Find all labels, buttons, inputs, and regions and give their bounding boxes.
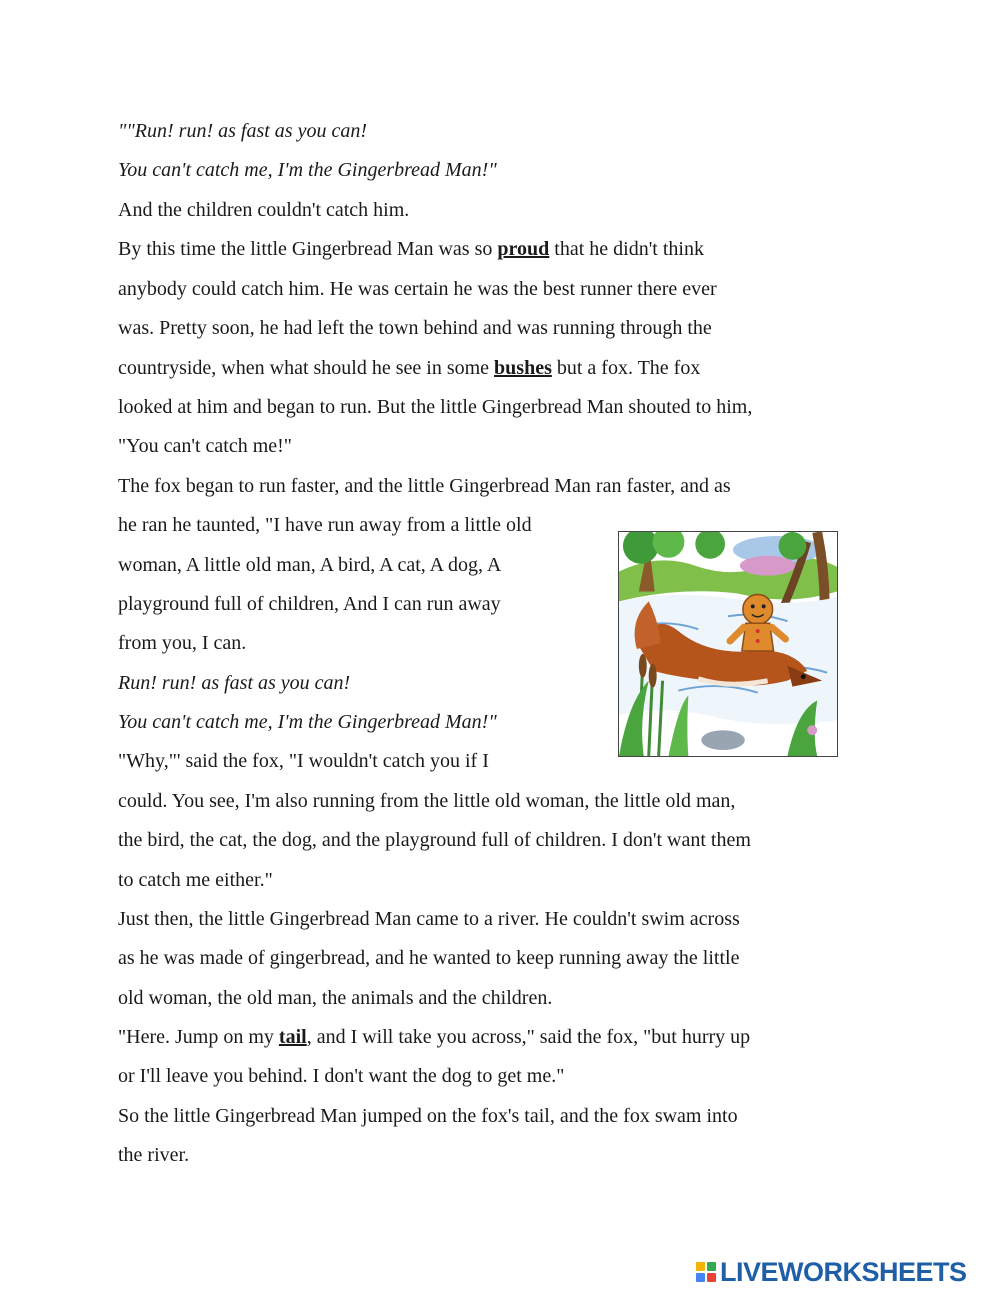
logo-square xyxy=(696,1273,705,1282)
story-line: "You can't catch me!" xyxy=(118,435,292,457)
story-line: "Why,"' said the fox, "I wouldn't catch you if I xyxy=(118,750,489,772)
story-line: You can't catch me, I'm the Gingerbread Man!" xyxy=(118,159,497,181)
logo-square xyxy=(696,1262,705,1271)
story-line: the river. xyxy=(118,1144,190,1166)
vocab-word-proud: proud xyxy=(497,238,550,260)
logo-squares-icon xyxy=(696,1262,716,1282)
story-line: By this time the little Gingerbread Man was so proud that he didn't think xyxy=(118,238,704,260)
story-line: woman, A little old man, A bird, A cat, A dog, A xyxy=(118,554,502,576)
liveworksheets-logo xyxy=(696,1258,967,1286)
story-line: countryside, when what should he see in some bushes but a fox. The fox xyxy=(118,357,701,379)
story-line: You can't catch me, I'm the Gingerbread Man!" xyxy=(118,711,497,733)
story-line: Run! run! as fast as you can! xyxy=(118,672,351,694)
vocab-word-tail: tail xyxy=(278,1026,307,1048)
story-line: he ran he taunted, "I have run away from a little old xyxy=(118,514,532,536)
fox-gingerbread-illustration xyxy=(618,531,838,757)
story-line: anybody could catch him. He was certain he was the best runner there ever xyxy=(118,278,717,300)
story-line: playground full of children, And I can run away xyxy=(118,593,501,615)
story-line: as he was made of gingerbread, and he wanted to keep running away the little xyxy=(118,947,740,969)
logo-text: LIVEWORKSHEETS xyxy=(720,1256,967,1287)
story-line: ""Run! run! as fast as you can! xyxy=(118,120,367,142)
story-line: from you, I can. xyxy=(118,632,247,654)
illustration-drawing xyxy=(619,532,837,756)
logo-square xyxy=(707,1273,716,1282)
story-line: So the little Gingerbread Man jumped on the fox's tail, and the fox swam into xyxy=(118,1105,738,1127)
story-line: looked at him and began to run. But the little Gingerbread Man shouted to him, xyxy=(118,396,753,418)
story-line: old woman, the old man, the animals and the children. xyxy=(118,987,553,1009)
story-line: Just then, the little Gingerbread Man came to a river. He couldn't swim across xyxy=(118,908,740,930)
story-line: "Here. Jump on my tail, and I will take you across," said the fox, "but hurry up xyxy=(118,1026,751,1048)
story-line: could. You see, I'm also running from the little old woman, the little old man, xyxy=(118,790,736,812)
logo-square xyxy=(707,1262,716,1271)
story-line: to catch me either." xyxy=(118,869,273,891)
story-line: The fox began to run faster, and the little Gingerbread Man ran faster, and as xyxy=(118,475,731,497)
story-line: the bird, the cat, the dog, and the playground full of children. I don't want them xyxy=(118,829,751,851)
story-line: And the children couldn't catch him. xyxy=(118,199,410,221)
story-line: or I'll leave you behind. I don't want the dog to get me." xyxy=(118,1065,565,1087)
vocab-word-bushes: bushes xyxy=(494,357,552,379)
story-line: was. Pretty soon, he had left the town behind and was running through the xyxy=(118,317,712,339)
